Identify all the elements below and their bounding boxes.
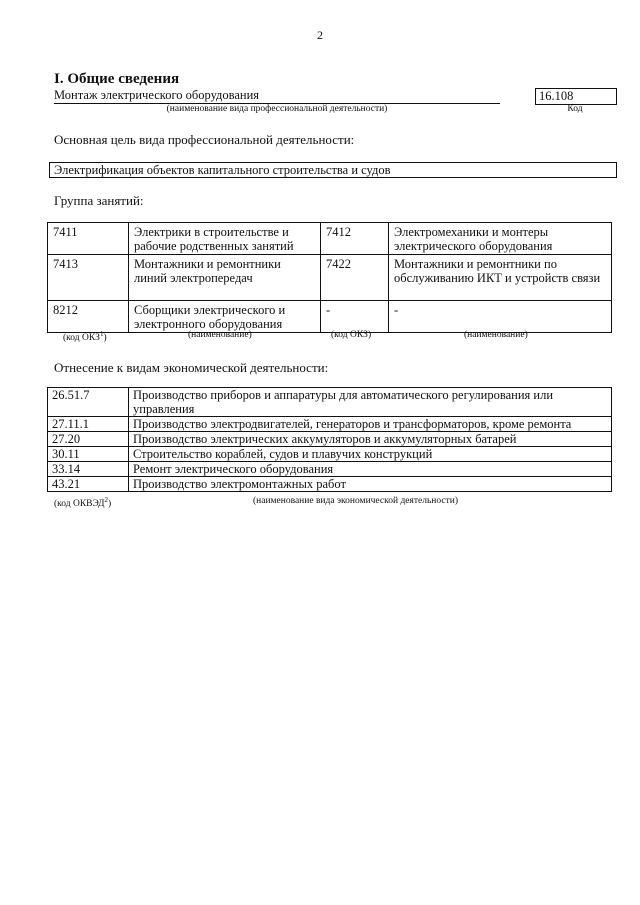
okved-name: Производство электрических аккумуляторов и аккумуляторных батарей bbox=[129, 432, 612, 447]
okved-name-caption: (наименование вида экономической деятельности) bbox=[253, 496, 458, 506]
occupation-code: 7422 bbox=[321, 255, 389, 301]
table-row bbox=[48, 477, 612, 492]
okved-code: 30.11 bbox=[48, 447, 129, 462]
economic-activity-label: Отнесение к видам экономической деятельности: bbox=[54, 360, 329, 375]
section-title: I. Общие сведения bbox=[54, 71, 180, 87]
profession-name-caption: (наименование вида профессиональной деятельности) bbox=[166, 104, 388, 114]
profession-code-caption: Код bbox=[567, 104, 583, 114]
okved-code-caption: (код ОКВЭД$^2$) bbox=[54, 496, 112, 510]
occupation-name: Электромеханики и монтеры электрического оборудования bbox=[389, 223, 612, 255]
occupation-code-caption-2: (код ОКЗ) bbox=[331, 330, 372, 340]
okved-name: Производство электромонтажных работ bbox=[129, 477, 612, 492]
occupation-code: 7413 bbox=[48, 255, 129, 301]
table-row bbox=[48, 432, 612, 447]
occupation-code: - bbox=[321, 301, 389, 333]
economic-activity-table bbox=[47, 387, 612, 492]
occupation-name-caption-2: (наименование) bbox=[464, 330, 528, 340]
occupation-code: 8212 bbox=[48, 301, 129, 333]
table-row bbox=[48, 462, 612, 477]
goal-text: Электрификация объектов капитального строительства и судов bbox=[49, 162, 617, 178]
table-row bbox=[48, 417, 612, 432]
occupation-code-caption-1: (код ОКЗ$^1$) bbox=[63, 330, 107, 344]
table-row bbox=[48, 223, 612, 255]
okved-code: 27.11.1 bbox=[48, 417, 129, 432]
goal-label: Основная цель вида профессиональной деятельности: bbox=[54, 132, 355, 147]
table-row bbox=[48, 255, 612, 301]
occupation-name: Монтажники и ремонтники по обслуживанию ИКТ и устройств связи bbox=[389, 255, 612, 301]
occupation-name: Монтажники и ремонтники линий электропередач bbox=[129, 255, 321, 301]
table-row bbox=[48, 447, 612, 462]
occupation-code: 7411 bbox=[48, 223, 129, 255]
okved-code: 26.51.7 bbox=[48, 388, 129, 417]
occupation-name-caption-1: (наименование) bbox=[188, 330, 252, 340]
okved-name: Ремонт электрического оборудования bbox=[129, 462, 612, 477]
okved-name: Производство электродвигателей, генераторов и трансформаторов, кроме ремонта bbox=[129, 417, 612, 432]
page-number: 2 bbox=[317, 28, 323, 42]
profession-code: 16.108 bbox=[535, 88, 617, 105]
occupation-table bbox=[47, 222, 612, 333]
okved-code: 43.21 bbox=[48, 477, 129, 492]
profession-name: Монтаж электрического оборудования bbox=[54, 88, 500, 104]
occupation-group-label: Группа занятий: bbox=[54, 193, 144, 208]
occupation-name: - bbox=[389, 301, 612, 333]
okved-code: 33.14 bbox=[48, 462, 129, 477]
occupation-name: Сборщики электрического и электронного оборудования bbox=[129, 301, 321, 333]
occupation-code: 7412 bbox=[321, 223, 389, 255]
okved-name: Производство приборов и аппаратуры для автоматического регулирования или управления bbox=[129, 388, 612, 417]
occupation-name: Электрики в строительстве и рабочие родственных занятий bbox=[129, 223, 321, 255]
table-row bbox=[48, 301, 612, 333]
okved-code: 27.20 bbox=[48, 432, 129, 447]
table-row bbox=[48, 388, 612, 417]
okved-name: Строительство кораблей, судов и плавучих конструкций bbox=[129, 447, 612, 462]
